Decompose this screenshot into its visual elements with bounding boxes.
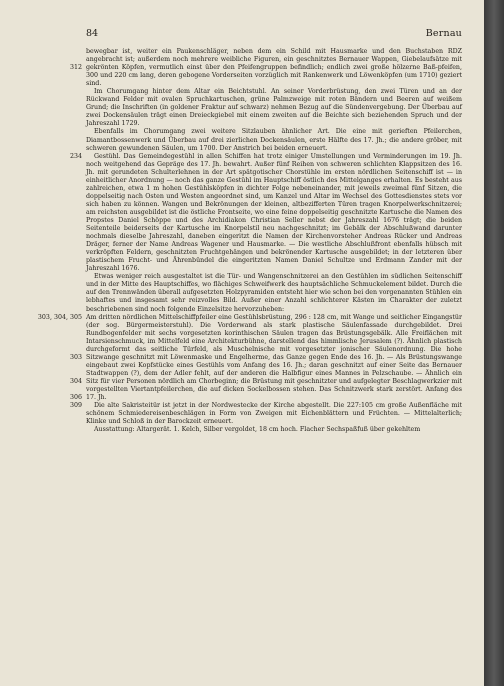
margin-number-303-305: 303, 304, 305 bbox=[37, 313, 82, 321]
page-header bbox=[86, 28, 462, 40]
paragraph-pews bbox=[69, 152, 462, 274]
paragraph-text: Am dritten nördlichen Mittelschiffpfeiler eine Gestühlsbrüstung, 296 : 128 cm, mit Wange und seitlicher Eingangstür (der sog. Bürgermeisterstuhl). Die Vorderwand als stark plastische Säulenfassade durchgebildet. Drei Rundbogenfelder mit sechs vorgesetzten korinthischen Säulen tragen das Brüstungsgebälk. Alle Freiflächen mit Intarsienschmuck, im Mittelfeld eine Architekturbühne, darstellend das himmlische Jerusalem (?). Ähnlich plastisch durchgeformt das seitliche Türfeld, als Muschelnische mit vorgesetzter jonischer Säulenordnung. Die hohe Sitzwange geschnitzt mit Löwenmaske und Engelherme, das Ganze gegen Ende des 16. Jh. — Als Brüstungswange eingebaut zwei Kopfstücke eines Gestühls vom Anfang des 16. Jh.; daran geschnitzt auf einer Seite das Bernauer Stadtwappen (?), dem der Adler fehlt, auf der anderen die Halbfigur eines Mannes in Pelzschaube. — Ähnlich ein Sitz für vier Personen nördlich am Chorbeginn; die Brüstung mit geschnitzter und aufgelegter Beschlagwerkzier mit vorgestellten Viertantpfeilerchen, die auf dicken Sockelbossen stehen. Das Schnitzwerk stark zerstört. Anfang des 17. Jh. bbox=[86, 313, 462, 402]
paragraph-text: Gestühl. Das Gemeindegestühl in allen Schiffen hat trotz einiger Umstellungen und Verminderungen im 19. Jh. noch weitgehend das Gepräge des 17. Jh. bewahrt. Außer fünf Reihen von schweren schlichten Klappsitzen des 16. Jh. mit gerundeten Schulterlehnen in der Art spätgotischer Chorstühle im ersten nördlichen Seitenschiff ist — in einheitlicher Anordnung — noch das ganze Gestühl im Hauptschiff östlich des Mittelganges erhalten. Es besteht aus zahlreichen, etwa 1 m hohen Gestühlsköpfen in dichter Folge nebeneinander, mit jeweils zweimal fünf Sitzen, die doppelseitig nach Osten und Westen angeordnet sind, um Kanzel und Altar im Wechsel des Gottesdienstes stets vor sich haben zu können. Wangen und Bekrönungen der kleinen, altbezifferten Türen tragen Knorpelwerkschnitzerei; am reichsten ausgebildet ist die östliche Frontseite, wo eine feine doppelseitig geschnitzte Kartusche die Namen des Propstes Daniel Schöppe und des Archidiakon Christian Seller nebst der Jahreszahl 1676 trägt; die beiden Seitenteile beiderseits der Kartusche im Knorpelstil neu nachgeschnitzt; im Gebälk der Abschlußwand darunter nochmals dieselbe Jahreszahl, daneben eingeritzt die Namen der Kirchenvorsteher Andreas Rücker und Andreas Dräger, ferner der Name Andreas Wagener und Hausmarke. — Die westliche Abschlußfront ebenfalls hübsch mit verkröpften Feldern, geschnitzten Fruchtgehängen und bekrönender Kartusche ausgebildet; in der letzteren über plastischem Frucht- und Ährenbündel die eingeritzten Namen Daniel Schultze und Erdmann Zander mit der Jahreszahl 1676. bbox=[86, 152, 462, 273]
paragraph-confessional bbox=[86, 88, 462, 128]
page-body bbox=[37, 48, 462, 434]
paragraph-text: Im Chorumgang hinter dem Altar ein Beichtstuhl. An seiner Vorderbrüstung, den zwei Türen und an der Rückwand Felder mit ovalen Spruchkartuschen, grüne Palmzweige mit roten Bändern und Beeren auf weißem Grund; die Inschriften (in goldener Fraktur auf schwarz) nehmen Bezug auf die Sündenvergebung. Der Überbau auf zwei Dockensäulen trägt einen Dreieckgiebel mit einem zweiten auf die Beichte sich beziehenden Spruch und der Jahreszahl 1729. bbox=[86, 88, 462, 128]
paragraph-sacristy-door bbox=[69, 402, 462, 426]
paragraph-text: Ausstattung: Altargerät. 1. Kelch, Silber vergoldet, 18 cm hoch. Flacher Sechspaßfuß über gekehltem bbox=[94, 426, 421, 434]
book-spine bbox=[484, 0, 504, 686]
paragraph-text: Etwas weniger reich ausgestaltet ist die Tür- und Wangenschnitzerei an den Gestühlen im südlichen Seitenschiff und in der Mitte des Hauptschiffes, wo flächiges Schweifwerk des hauptsächliche Schmuckelement bildet. Durch die auf den Trennwänden überall aufgesetzten Holzpyramiden entsteht hier wie schon bei den vorgenannten Stühlen ein lebhaftes und insgesamt sehr reizvolles Bild. Außer einer Anzahl schlichterer Kästen im Charakter der zuletzt beschriebenen sind noch folgende Einzelsitze hervorzuheben: bbox=[86, 273, 462, 313]
paragraph-text: Ebenfalls im Chorumgang zwei weitere Sitzlauben ähnlicher Art. Die eine mit gerieften Pfeilerchen, Diamantbossenwerk und Überbau auf drei zierlichen Dockensäulen, erste Hälfte des 17. Jh.; die andere gröber, mit schweren gewundenen Säulen, um 1700. Der Anstrich bei beiden erneuert. bbox=[86, 128, 462, 152]
page-number: 84 bbox=[86, 28, 99, 39]
margin-number-303: 303 bbox=[69, 353, 82, 361]
margin-number-312: 312 bbox=[69, 64, 82, 71]
paragraph-organ bbox=[69, 48, 462, 88]
paragraph-text: bewegbar ist, weiter ein Paukenschläger, neben dem ein Schild mit Hausmarke und den Buchstaben RDZ angebracht ist; außerdem noch mehrere weibliche Figuren, ein geschnitztes Bernauer Wappen, Giebelaufsätze mit gekrönten Köpfen, vermutlich einst über den Pfeifengruppen befindlich; endlich zwei große hölzerne Baß-pfeifen, 300 und 220 cm lang, deren gebogene Vorderseiten vorzüglich mit Rankenwerk und Löwenköpfen (um 1710) geziert sind. bbox=[86, 48, 462, 88]
paragraph-pews-south bbox=[86, 273, 462, 313]
paragraph-mayor-seat bbox=[37, 313, 462, 403]
margin-number-306: 306 bbox=[69, 393, 82, 401]
margin-number-304: 304 bbox=[69, 377, 82, 385]
paragraph-text: Die alte Sakristeitür ist jetzt in der Nordwestecke der Kirche abgestellt. Die 227:105 cm große Außenfläche mit schönem Schmiedereisenbeschlägen in Form von Zweigen mit Eichenblättern und Früchten. — Mittelalterlich; Klinke und Schloß in der Barockzeit erneuert. bbox=[86, 402, 462, 426]
paragraph-furnishings bbox=[86, 426, 462, 434]
margin-number-309: 309 bbox=[69, 402, 82, 410]
margin-number-234: 234 bbox=[69, 152, 82, 160]
paragraph-seats bbox=[86, 128, 462, 152]
running-head: Bernau bbox=[425, 28, 462, 39]
